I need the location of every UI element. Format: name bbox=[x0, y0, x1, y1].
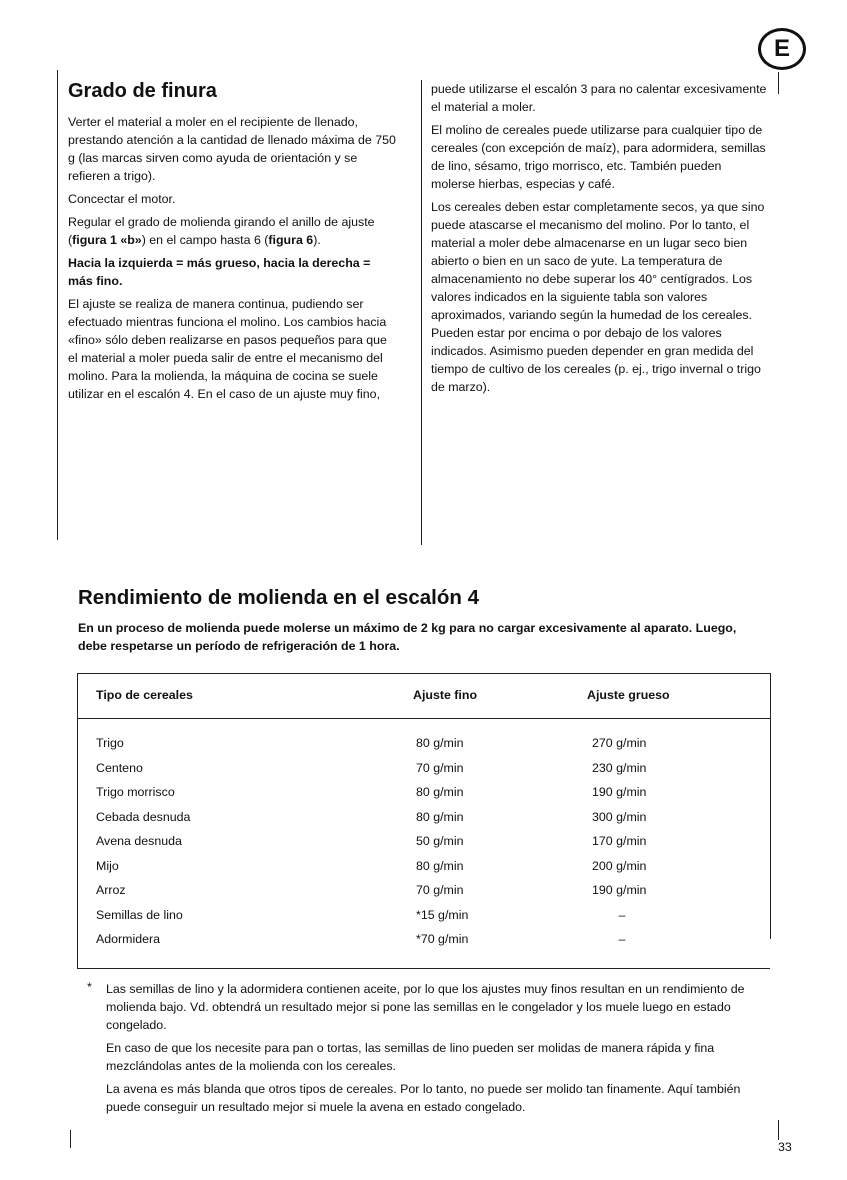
right-column bbox=[431, 80, 767, 401]
adjust-text-post: ). bbox=[313, 233, 321, 247]
figure-6-reference: figura 6 bbox=[268, 233, 314, 247]
column-divider-rule bbox=[421, 80, 422, 545]
cell-cereal: Semillas de lino bbox=[96, 907, 183, 922]
section-title-rendimiento: Rendimiento de molienda en el escalón 4 bbox=[78, 586, 479, 609]
cell-cereal: Trigo bbox=[96, 736, 124, 750]
cell-cereal: Arroz bbox=[96, 883, 126, 897]
table-row bbox=[78, 883, 770, 908]
cell-cereal: Adormidera bbox=[96, 932, 161, 946]
cell-coarse: 300 g/min bbox=[592, 809, 647, 824]
adjust-text-pre: Regular el grado de molienda girando el anillo de ajuste ( bbox=[68, 215, 375, 247]
cell-coarse: – bbox=[618, 932, 626, 946]
cell-cereal: Trigo morrisco bbox=[96, 785, 175, 799]
table-body bbox=[78, 736, 770, 957]
paragraph-fill: Verter el material a moler en el recipiente de llenado, prestando atención a la cantidad de llenado máxima de 750 g (las marcas sirven como ayuda de orientación y se refieren a trigo). bbox=[68, 115, 396, 183]
cell-cereal: Centeno bbox=[96, 760, 143, 775]
table-row bbox=[78, 785, 770, 810]
yield-table bbox=[77, 673, 770, 969]
table-header-rule bbox=[78, 718, 770, 719]
cell-fine: 80 g/min bbox=[416, 858, 464, 873]
cell-fine: *70 g/min bbox=[416, 932, 469, 946]
paragraph-adjust bbox=[68, 213, 398, 249]
cell-coarse: 200 g/min bbox=[592, 858, 647, 873]
table-row bbox=[78, 932, 770, 957]
cell-fine: 70 g/min bbox=[416, 760, 464, 775]
table-row bbox=[78, 761, 770, 786]
paragraph-continuous: El ajuste se realiza de manera continua, pudiendo ser efectuado mientras funciona el molino. Los cambios hacia «fino» sólo deben realizarse en pasos pequeños para que el material a moler pueda salir de entre el mecanismo del molino. Para la molienda, la máquina de cocina se suele utilizar en el escalón 4. En el caso de un ajuste muy fino, bbox=[68, 297, 387, 401]
bottom-right-rule bbox=[778, 1120, 779, 1140]
table-row bbox=[78, 810, 770, 835]
cell-fine: 70 g/min bbox=[416, 883, 464, 897]
cell-fine: 80 g/min bbox=[416, 785, 464, 799]
cell-cereal: Avena desnuda bbox=[96, 834, 182, 848]
cell-cereal: Cebada desnuda bbox=[96, 809, 191, 824]
paragraph-storage: Los cereales deben estar completamente secos, ya que sino puede atascarse el mecanismo del molino. Por lo tanto, el material a moler debe almacenarse en un lugar seco bien abierto o bien en un saco de yute. La temperatura de almacenamiento no debe superar los 40° centígrados. Los valores indicados en la siguiente tabla son valores aproximados, variando según la humedad de los cereales. Pueden estar por encima o por debajo de los valores indicados. Asimismo pueden depender en gran medida del tiempo de cultivo de los cereales (p. ej., trigo invernal o trigo de marzo). bbox=[431, 200, 765, 394]
table-row bbox=[78, 908, 770, 933]
table-row bbox=[78, 859, 770, 884]
footnote-block bbox=[87, 980, 767, 1121]
section-intro: En un proceso de molienda puede molerse un máximo de 2 kg para no cargar excesivamente al aparato. Luego, debe respetarse un período de refrigeración de 1 hora. bbox=[78, 621, 737, 653]
cell-coarse: – bbox=[618, 907, 626, 922]
table-row bbox=[78, 736, 770, 761]
cell-coarse: 230 g/min bbox=[592, 760, 647, 775]
table-row bbox=[78, 834, 770, 859]
language-badge: E bbox=[758, 28, 806, 70]
footnote-marker: * bbox=[87, 980, 92, 994]
table-header-fine: Ajuste fino bbox=[413, 688, 478, 702]
cell-coarse: 190 g/min bbox=[592, 785, 647, 799]
left-margin-rule bbox=[57, 70, 58, 540]
cell-coarse: 190 g/min bbox=[592, 883, 647, 897]
paragraph-connect-motor: Concectar el motor. bbox=[68, 192, 176, 206]
cell-fine: 80 g/min bbox=[416, 809, 464, 824]
adjust-text-mid: ) en el campo hasta 6 ( bbox=[141, 233, 269, 247]
bottom-left-rule bbox=[70, 1130, 71, 1148]
paragraph-step-3: puede utilizarse el escalón 3 para no calentar excesivamente el material a moler. bbox=[431, 82, 767, 114]
left-column bbox=[68, 76, 398, 408]
footnote-body bbox=[106, 980, 767, 1116]
figure-1-reference: figura 1 «b» bbox=[72, 233, 142, 247]
cell-cereal: Mijo bbox=[96, 858, 119, 873]
cell-fine: 80 g/min bbox=[416, 736, 464, 750]
footnote-paragraph-bread: En caso de que los necesite para pan o tortas, las semillas de lino pueden ser molidas de manera rápida y fina mezclándolas antes de la molienda con los cereales. bbox=[106, 1041, 715, 1073]
table-right-edge bbox=[770, 673, 771, 939]
footnote-paragraph-oil: Las semillas de lino y la adormidera contienen aceite, por lo que los ajustes muy finos resultan en un rendimiento de molienda bajo. Vd. obtendrá un resultado mejor si pone las semillas en le congelador y los muele luego en estado congelado. bbox=[106, 982, 745, 1032]
cell-coarse: 270 g/min bbox=[592, 736, 647, 750]
cell-fine: *15 g/min bbox=[416, 907, 469, 922]
paragraph-direction: Hacia la izquierda = más grueso, hacia la derecha = más fino. bbox=[68, 256, 371, 288]
table-header-type: Tipo de cereales bbox=[96, 688, 193, 702]
footnote-paragraph-oats: La avena es más blanda que otros tipos de cereales. Por lo tanto, no puede ser molido tan finamente. Aquí también puede conseguir un resultado mejor si muele la avena en estado congelado. bbox=[106, 1082, 741, 1114]
table-header-coarse: Ajuste grueso bbox=[587, 688, 670, 702]
cell-coarse: 170 g/min bbox=[592, 834, 647, 848]
right-margin-rule bbox=[778, 72, 779, 94]
paragraph-cereal-types: El molino de cereales puede utilizarse para cualquier tipo de cereales (con excepción de maíz), para adormidera, semillas de lino, sésamo, trigo morrisco, etc. También pueden molerse hierbas, especias y café. bbox=[431, 123, 766, 191]
section-title-grado-de-finura: Grado de finura bbox=[68, 80, 217, 102]
cell-fine: 50 g/min bbox=[416, 834, 464, 848]
page-number: 33 bbox=[778, 1140, 792, 1154]
